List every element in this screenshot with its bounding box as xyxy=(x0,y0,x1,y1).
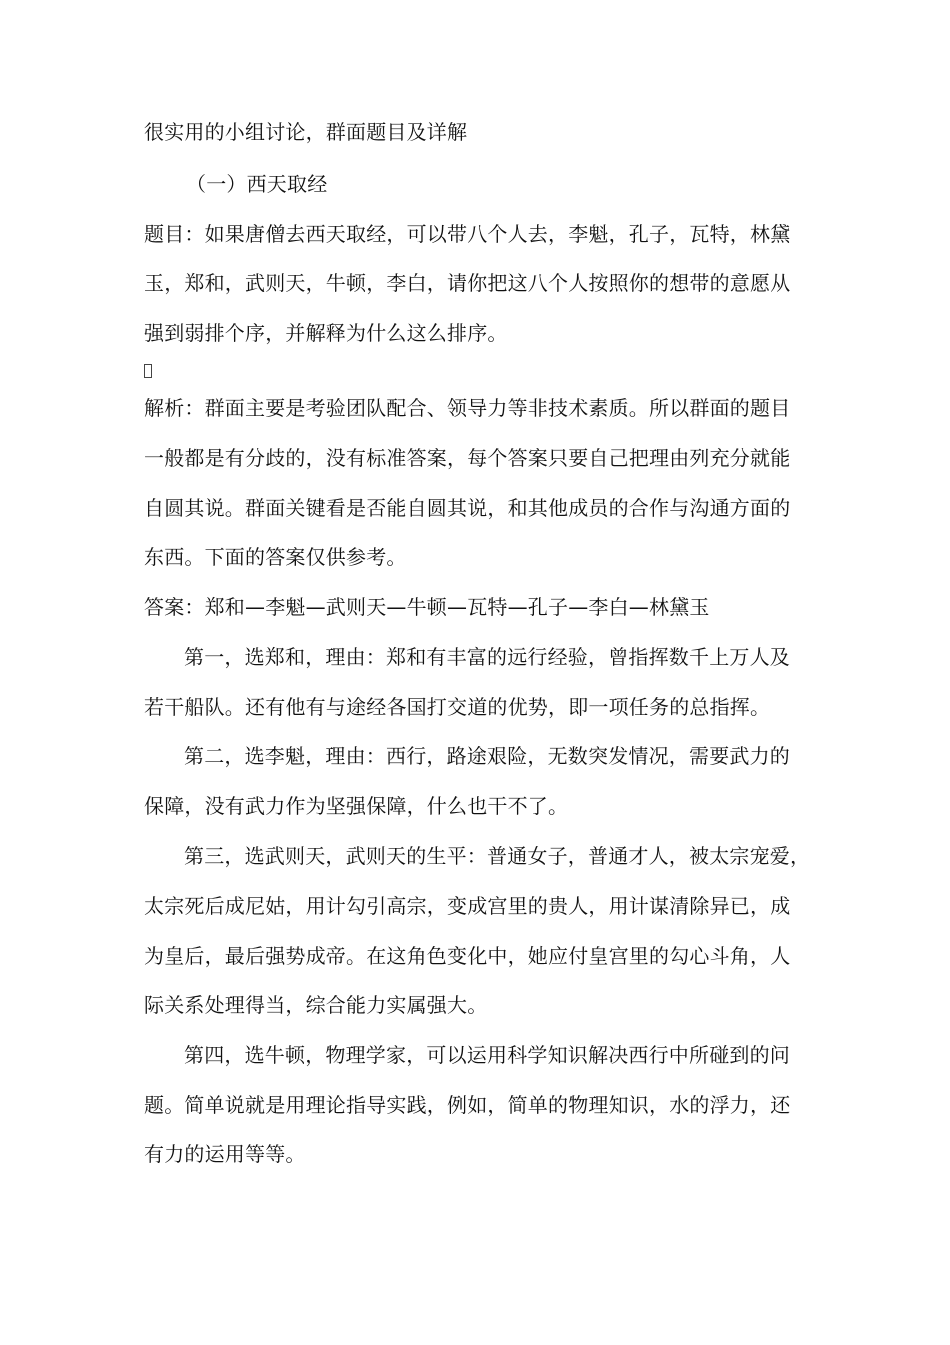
reason-third-line: 际关系处理得当，综合能力实属强大。 xyxy=(144,993,488,1017)
reason-first-line: 若干船队。还有他有与途经各国打交道的优势，即一项任务的总指挥。 xyxy=(144,695,771,719)
reason-third-line: 为皇后，最后强势成帝。在这角色变化中，她应付皇宫里的勾心斗角，人 xyxy=(144,944,791,968)
reason-fourth-line: 有力的运用等等。 xyxy=(144,1142,306,1166)
reason-second-line: 保障，没有武力作为坚强保障，什么也干不了。 xyxy=(144,794,569,818)
document-title: 很实用的小组讨论，群面题目及详解 xyxy=(144,120,468,144)
reason-second-line: 第二，选李魁，理由：西行，路途艰险，无数突发情况，需要武力的 xyxy=(184,744,790,768)
reason-third-line: 第三，选武则天，武则天的生平：普通女子，普通才人，被太宗宠爱， xyxy=(184,844,811,868)
analysis-line: 一般都是有分歧的，没有标准答案，每个答案只要自己把理由列充分就能 xyxy=(144,446,791,470)
reason-first-line: 第一，选郑和，理由：郑和有丰富的远行经验，曾指挥数千上万人及 xyxy=(184,645,790,669)
answer-line: 答案：郑和—李魁—武则天—牛顿—瓦特—孔子—李白—林黛玉 xyxy=(144,595,710,619)
question-line: 强到弱排个序，并解释为什么这么排序。 xyxy=(144,321,508,345)
missing-glyph-box xyxy=(144,364,152,378)
question-line: 题目：如果唐僧去西天取经，可以带八个人去，李魁，孔子，瓦特，林黛 xyxy=(144,222,791,246)
question-line: 玉，郑和，武则天，牛顿，李白，请你把这八个人按照你的想带的意愿从 xyxy=(144,271,791,295)
analysis-line: 解析：群面主要是考验团队配合、领导力等非技术素质。所以群面的题目 xyxy=(144,396,791,420)
analysis-line: 自圆其说。群面关键看是否能自圆其说，和其他成员的合作与沟通方面的 xyxy=(144,496,791,520)
reason-fourth-line: 第四，选牛顿，物理学家，可以运用科学知识解决西行中所碰到的问 xyxy=(184,1043,790,1067)
section-heading: （一）西天取经 xyxy=(186,172,328,196)
analysis-line: 东西。下面的答案仅供参考。 xyxy=(144,545,407,569)
reason-fourth-line: 题。简单说就是用理论指导实践，例如，简单的物理知识，水的浮力，还 xyxy=(144,1093,791,1117)
reason-third-line: 太宗死后成尼姑，用计勾引高宗，变成宫里的贵人，用计谋清除异已，成 xyxy=(144,894,791,918)
